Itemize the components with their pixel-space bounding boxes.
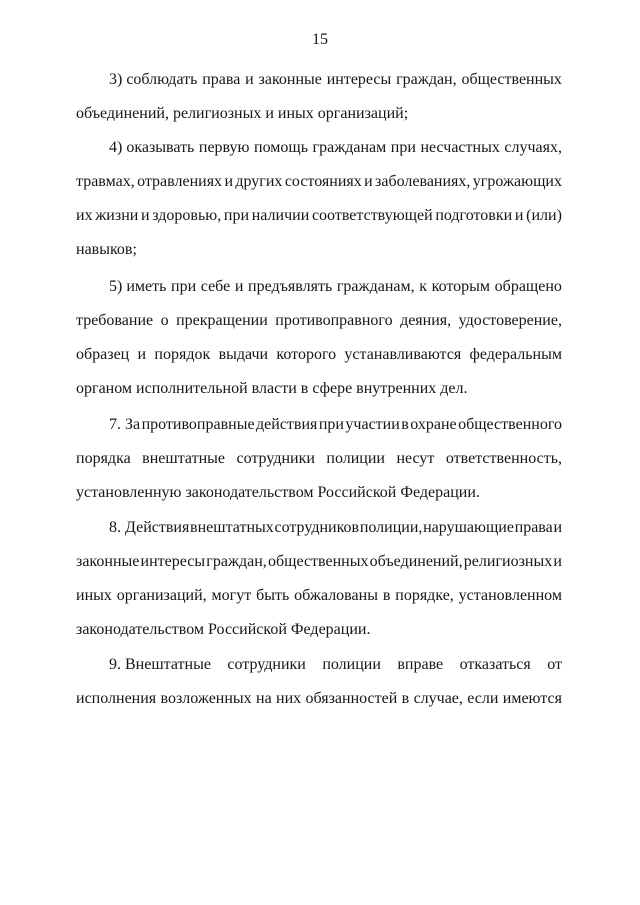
word: полиции <box>326 450 385 467</box>
word: и <box>364 173 373 190</box>
word: участии <box>345 416 400 433</box>
word: граждан, <box>206 553 267 570</box>
text-line: законодательством Российской Федерации. <box>76 621 371 638</box>
text-line: органом исполнительной власти в сфере внутренних дел. <box>76 380 468 397</box>
text-line <box>76 345 562 379</box>
word: ответственность, <box>445 450 562 467</box>
word: противоправные <box>141 416 255 433</box>
word: общественных <box>461 71 562 88</box>
word: интересы <box>326 71 392 88</box>
word: несут <box>396 450 435 467</box>
word: и <box>553 519 562 536</box>
word: исполнения <box>76 690 157 707</box>
word: обращено <box>494 278 562 295</box>
word: полиции <box>322 656 381 673</box>
word: (или) <box>526 207 562 224</box>
word: возложенных <box>160 690 252 707</box>
word: угрожающих <box>472 173 562 190</box>
word: гражданам <box>312 139 387 156</box>
word: нарушающие <box>423 519 514 536</box>
word: о <box>160 312 169 329</box>
word: если <box>467 690 499 707</box>
word: выдачи <box>218 346 269 363</box>
text-line <box>76 277 562 311</box>
word: противоправного <box>275 312 393 329</box>
word: полиции, <box>359 519 423 536</box>
word: их <box>76 207 93 224</box>
word: отказаться <box>459 656 531 673</box>
word: наличии <box>251 207 310 224</box>
word: имеются <box>502 690 562 707</box>
text-line <box>76 206 562 240</box>
text-line <box>76 518 562 552</box>
word: травмах, <box>76 173 135 190</box>
word: и <box>245 71 254 88</box>
word: в <box>382 587 391 604</box>
word: действия <box>256 416 318 433</box>
word: на <box>256 690 272 707</box>
word: вправе <box>397 656 444 673</box>
word: порядка <box>76 450 131 467</box>
word: и <box>234 278 244 295</box>
word: и <box>137 346 147 363</box>
word: общественных <box>267 553 369 570</box>
text-line: объединений, религиозных и иных организаций; <box>76 105 409 122</box>
paragraph-item-3 <box>76 70 562 138</box>
text-line <box>76 552 562 586</box>
word: от <box>547 656 562 673</box>
word: гражданам, <box>336 278 415 295</box>
word: требование <box>76 312 154 329</box>
word: несчастных <box>420 139 500 156</box>
word: в <box>401 416 409 433</box>
word: порядке, <box>395 587 454 604</box>
word: законные <box>258 71 322 88</box>
text-line <box>76 689 562 723</box>
paragraph-item-4 <box>76 138 562 274</box>
word: при <box>318 416 344 433</box>
word: организаций, <box>116 587 207 604</box>
text-line <box>76 311 562 345</box>
paragraph-clause-7 <box>76 415 562 517</box>
word: и <box>141 207 150 224</box>
word: сотрудники <box>236 450 315 467</box>
word: обжалованы <box>294 587 378 604</box>
word: подготовки <box>435 207 513 224</box>
word: соответствующей <box>311 207 433 224</box>
paragraph-clause-8 <box>76 518 562 654</box>
text-line: навыков; <box>76 241 137 258</box>
word: образец <box>76 346 130 363</box>
text-line <box>76 415 562 449</box>
word: порядок <box>154 346 211 363</box>
word: федеральным <box>469 346 562 363</box>
word: в <box>401 690 410 707</box>
word: себе <box>200 278 231 295</box>
word: объединений, <box>369 553 463 570</box>
word: 4) оказывать <box>109 139 195 156</box>
word: и <box>553 553 562 570</box>
word: первую <box>198 139 250 156</box>
text-line <box>76 70 562 104</box>
word: права <box>514 519 553 536</box>
word: охране <box>410 416 457 433</box>
word: сотрудники <box>227 656 306 673</box>
word: помощь <box>254 139 309 156</box>
word: законные <box>76 553 140 570</box>
word: религиозных <box>463 553 553 570</box>
text-line <box>76 138 562 172</box>
word: сотрудников <box>274 519 360 536</box>
word: установленном <box>458 587 562 604</box>
word: 7. За <box>109 416 141 433</box>
text-line: установленную законодательством Российской Федерации. <box>76 484 480 501</box>
word: случае, <box>413 690 463 707</box>
word: могут <box>211 587 252 604</box>
word: устанавливаются <box>344 346 462 363</box>
word: 3) соблюдать <box>109 71 198 88</box>
word: общественного <box>458 416 562 433</box>
word: внештатных <box>190 519 274 536</box>
word: права <box>202 71 241 88</box>
paragraph-clause-9 <box>76 655 562 723</box>
page-number: 15 <box>312 31 328 48</box>
word: которым <box>431 278 491 295</box>
word: 8. Действия <box>109 519 190 536</box>
word: состояниях <box>284 173 362 190</box>
word: отравлениях <box>137 173 223 190</box>
word: иных <box>76 587 112 604</box>
word: случаях, <box>504 139 562 156</box>
word: жизни <box>95 207 139 224</box>
text-line <box>76 449 562 483</box>
word: деяния, <box>400 312 452 329</box>
word: заболеваниях, <box>375 173 471 190</box>
word: 5) иметь <box>109 278 167 295</box>
word: граждан, <box>396 71 457 88</box>
word: к <box>419 278 428 295</box>
word: удостоверение, <box>458 312 562 329</box>
text-line <box>76 655 562 689</box>
word: которого <box>276 346 337 363</box>
word: интересы <box>140 553 206 570</box>
paragraph-item-5 <box>76 277 562 413</box>
word: при <box>390 139 416 156</box>
word: обязанностей <box>305 690 398 707</box>
word: здоровью, <box>152 207 222 224</box>
text-line <box>76 586 562 620</box>
text-line <box>76 172 562 206</box>
word: при <box>171 278 197 295</box>
word: предъявлять <box>248 278 333 295</box>
word: при <box>223 207 250 224</box>
word: прекращении <box>176 312 268 329</box>
word: других <box>235 173 283 190</box>
word: и <box>514 207 524 224</box>
word: быть <box>256 587 290 604</box>
word: и <box>224 173 233 190</box>
word: 9. Внештатные <box>109 656 211 673</box>
word: них <box>276 690 302 707</box>
word: внештатные <box>142 450 225 467</box>
